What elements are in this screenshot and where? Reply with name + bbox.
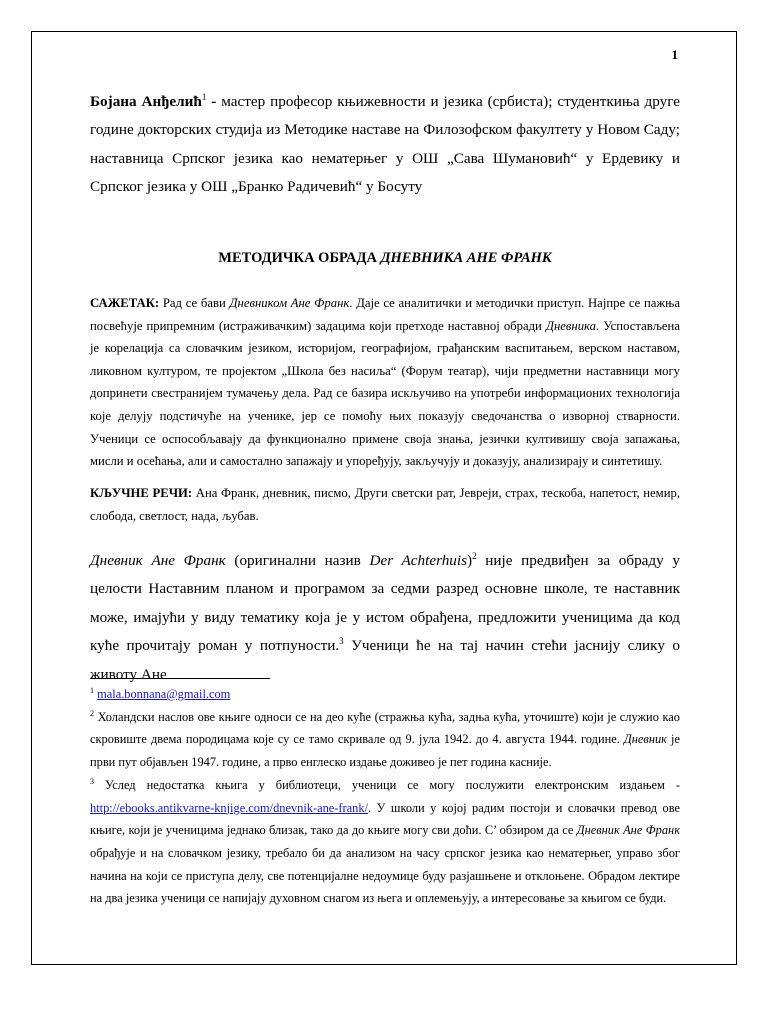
author-bio: мастер професор књижевности и језика (србиста); студенткиња друге године докторских студија из Методике наставе на Филозофском факултету у Новом Саду; наставница Српског језика као нематерњег у ОШ „Сава Шумановић“ у Ердевику и Српског језика у ОШ „Бранко Радичевић“ у Босуту [90, 93, 681, 196]
body-italic: Der Achterhuis [369, 552, 468, 569]
footnote-ref-2: 2 [472, 550, 477, 561]
page-number: 1 [671, 47, 678, 62]
body-paragraph [90, 547, 680, 689]
ebook-link[interactable]: http://ebooks.antikvarne-knjige.com/dnevnik-ane-frank/ [90, 800, 369, 815]
abstract-italic: Дневника [545, 318, 596, 333]
abstract-text: . Даје се аналитички и методички приступ. Најпре се пажња посвећује припремним (истраживачким) задацима који претходе наставној обради [90, 296, 680, 333]
footnote-italic: Дневник [623, 732, 667, 747]
footnote-ref-1: 1 [201, 91, 207, 102]
footnote-text: Холандски наслов ове књиге односи се на део куће (стражња кућа, задња кућа, уточиште) који је служио као скровиште двема породицама које су се тамо скривале од 9. јула 1942. до 4. августа 1944. године. [90, 709, 680, 747]
body-text: (оригинални назив [225, 552, 370, 569]
abstract-label: САЖЕТАК: [90, 296, 160, 310]
footnote-3 [90, 774, 680, 910]
keywords-text: Ана Франк, дневник, писмо, Други светски рат, Јевреји, страх, тескоба, напетост, немир, слобода, светлост, нада, љубав. [90, 486, 681, 523]
footnote-mark: 1 [90, 685, 94, 695]
body-italic: Дневник Ане Франк [90, 552, 226, 569]
footnote-mark: 2 [90, 708, 94, 718]
email-link[interactable]: mala.bonnana@gmail.com [97, 687, 231, 701]
abstract-text: . Успостављена је корелација са словачким језиком, историјом, географијом, грађанским васпитањем, верском наставом, ликовном културом, те пројектом „Школа без насиља“ (Форум театар), чији предметни наставници могу допринети свестранијем тумачењу дела. Рад се базира искључиво на употреби информационих технологија које делују подстичуће на ученике, јер се помоћу њих показују сведочанства о изворној стварности. Ученици се оспособљавају да функционално примене своја знања, језички култивишу своја запажања, мисли и осећања, али и самостално запажају и упоређују, закључују и доказују, анализирају и синтетишу. [90, 318, 680, 469]
title-italic: ДНЕВНИКА АНЕ ФРАНК [380, 250, 552, 266]
footnote-ref-3: 3 [339, 636, 344, 647]
footnote-text: је први пут објављен 1947. године, а прво енглеско издање доживео је пет година касније. [90, 732, 680, 770]
author-dash: - [206, 93, 222, 110]
article-title [90, 250, 680, 267]
footnote-1 [90, 683, 680, 706]
title-plain: МЕТОДИЧКА ОБРАДА [218, 250, 381, 266]
keywords [90, 482, 680, 527]
body-text: ) [467, 552, 473, 569]
footnote-2 [90, 706, 680, 774]
footnote-separator [90, 678, 270, 679]
footnote-italic: Дневник Ане Франк [576, 823, 680, 838]
footnote-text: Услед недостатка књига у библиотеци, ученици се могу послужити електронским издањем - [94, 777, 680, 792]
footnote-text: . У школи у којој радим постоји и словачки превод ове књиге, који је ученицима једнако близак, тако да до књиге могу сви доћи. С’ обзиром да се [90, 800, 680, 838]
author-block [90, 88, 680, 202]
abstract-text: Рад се бави [159, 296, 230, 310]
body-text: није предвиђен за обраду у целости Наставним планом и програмом за седми разред основне школе, те наставник може, имајући у виду тематику која је у истом обрађена, предложити ученицима да код куће прочитају роман у потпуности. [90, 552, 680, 655]
body-text: Ученици ће на тај начин стећи јаснију слику о животу Ане [90, 637, 680, 683]
footnotes [90, 683, 680, 910]
author-name: Бојана Анђелић [90, 93, 202, 110]
abstract-italic: Дневником Ане Франк [229, 296, 350, 310]
footnote-mark: 3 [90, 776, 94, 786]
keywords-label: КЉУЧНЕ РЕЧИ: [90, 486, 193, 500]
footnote-text: обрађује и на словачком језику, требало би да анализом на часу српског језика као нематерњег, управо због начина на који се приступа делу, све потенцијалне недоумице буду разјашњене и отклоњене. Обрадом лектире на два језика ученици се напијају духовном снагом из њега и оплемењују, а интересовање за књигом се буди. [90, 845, 680, 906]
abstract [90, 292, 680, 473]
